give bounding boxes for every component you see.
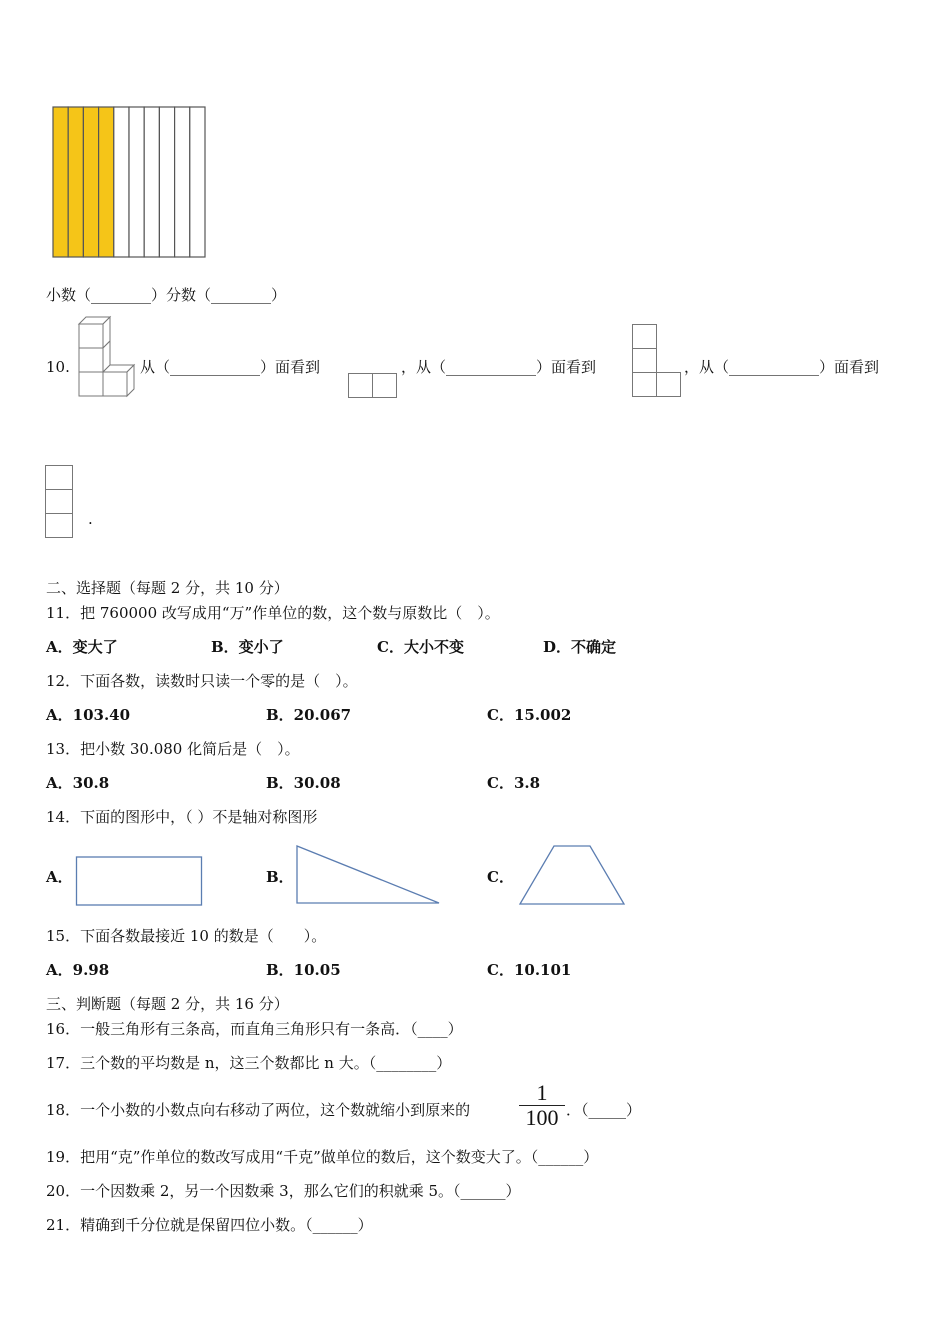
unshaded-strip: [144, 107, 159, 257]
fraction-denominator: 100: [525, 1105, 559, 1130]
q11-option-b[interactable]: B．变小了: [211, 638, 284, 656]
q14-option-a[interactable]: A．: [46, 868, 73, 886]
q18-text: 18．一个小数的小数点向右移动了两位，这个数就缩小到原来的: [46, 1101, 471, 1119]
shaded-strip: [83, 107, 98, 257]
q11-option-a[interactable]: A．变大了: [46, 638, 118, 656]
q12-option-b[interactable]: B．20.067: [266, 706, 352, 724]
decimal-strip-figure: [48, 104, 208, 264]
q18-answer: ．（_____）: [566, 1101, 642, 1119]
section2-title: 二、选择题（每题 2 分，共 10 分）: [46, 579, 289, 597]
rectangle-shape: [76, 855, 206, 907]
q11-stem: 11．把 760000 改写成用“万”作单位的数，这个数与原数比（ ）。: [46, 604, 500, 622]
q20: 20．一个因数乘 2，另一个因数乘 3，那么它们的积就乘 5。（______）: [46, 1182, 521, 1200]
q21: 21．精确到千分位就是保留四位小数。（______）: [46, 1216, 373, 1234]
shaded-strip: [53, 107, 68, 257]
unshaded-strip: [129, 107, 144, 257]
q15-option-c[interactable]: C．10.101: [487, 961, 572, 979]
unshaded-strip: [159, 107, 174, 257]
unshaded-strip: [175, 107, 190, 257]
q13-option-c[interactable]: C．3.8: [487, 774, 541, 792]
q12-option-c[interactable]: C．15.002: [487, 706, 572, 724]
q13-stem: 13．把小数 30.080 化简后是（ ）。: [46, 740, 300, 758]
view-two-squares-horizontal: [348, 373, 400, 399]
section3-title: 三、判断题（每题 2 分，共 16 分）: [46, 995, 289, 1013]
q10-from1: 从（____________）面看到: [140, 358, 321, 376]
view-l-shape: [632, 324, 686, 400]
q14-option-b[interactable]: B．: [266, 868, 294, 886]
q11-option-d[interactable]: D．不确定: [543, 638, 617, 656]
q11-option-c[interactable]: C．大小不变: [377, 638, 464, 656]
shaded-strip: [99, 107, 114, 257]
q15-option-b[interactable]: B．10.05: [266, 961, 341, 979]
fraction-numerator: 1: [536, 1080, 548, 1105]
q10-from2: ，从（____________）面看到: [401, 358, 597, 376]
view-vertical-three-squares: [45, 465, 75, 541]
q10-from3: ，从（____________）面看到: [684, 358, 880, 376]
unshaded-strip: [190, 107, 205, 257]
q10-period: .: [88, 510, 93, 528]
q13-option-a[interactable]: A．30.8: [46, 774, 110, 792]
right-triangle-shape: [295, 844, 445, 906]
q12-stem: 12．下面各数，读数时只读一个零的是（ ）。: [46, 672, 358, 690]
q10-number: 10.: [46, 358, 70, 376]
unshaded-strip: [114, 107, 129, 257]
q14-option-c[interactable]: C．: [487, 868, 514, 886]
q12-option-a[interactable]: A．103.40: [46, 706, 131, 724]
q15-option-a[interactable]: A．9.98: [46, 961, 110, 979]
q14-stem: 14．下面的图形中，（ ）不是轴对称图形: [46, 808, 318, 826]
cube-stack-figure: [76, 314, 136, 404]
fraction-one-hundredth: [519, 1082, 565, 1129]
q19: 19．把用“克”作单位的数改写成用“千克”做单位的数后，这个数变大了。（______）: [46, 1148, 599, 1166]
q13-option-b[interactable]: B．30.08: [266, 774, 341, 792]
trapezoid-shape: [518, 844, 628, 906]
q17: 17．三个数的平均数是 n，这三个数都比 n 大。（________）: [46, 1054, 452, 1072]
q15-stem: 15．下面各数最接近 10 的数是（ ）。: [46, 927, 327, 945]
q16: 16．一般三角形有三条高，而直角三角形只有一条高．（____）: [46, 1020, 463, 1038]
shaded-strip: [68, 107, 83, 257]
q9-answer-line: 小数（________）分数（________）: [46, 286, 287, 304]
